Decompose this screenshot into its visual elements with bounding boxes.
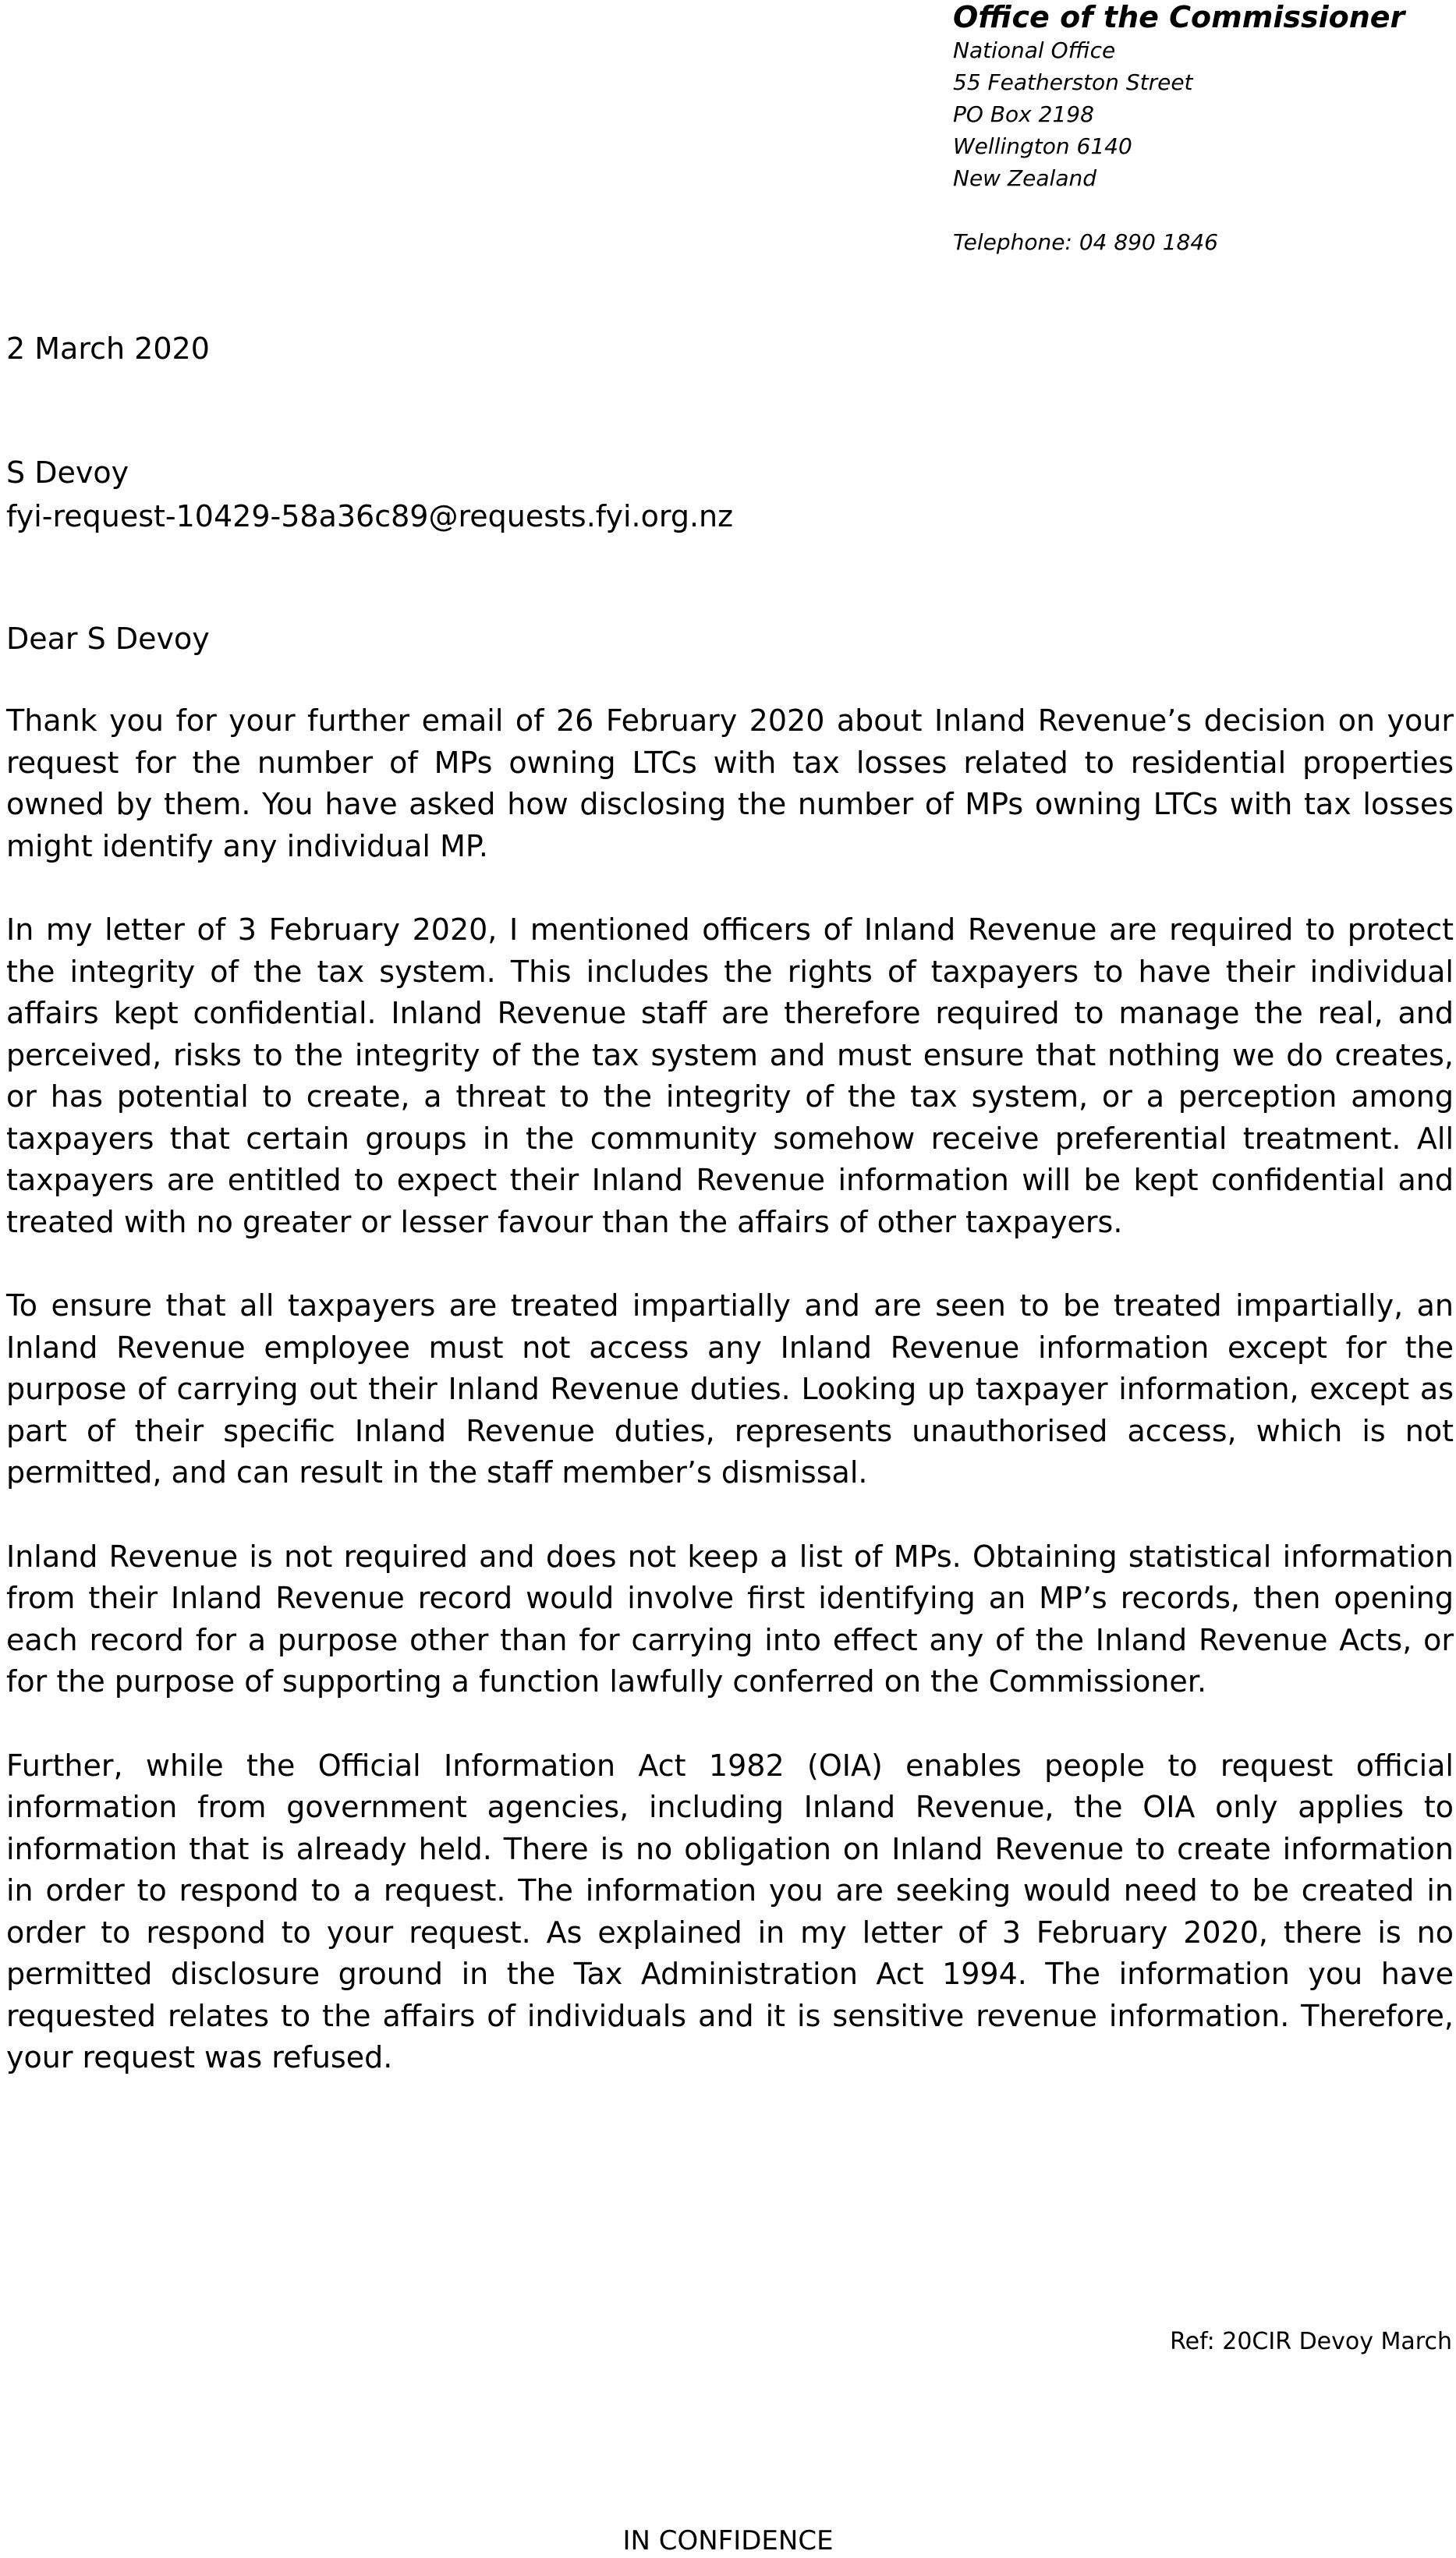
body-paragraph: To ensure that all taxpayers are treated impartially and are seen to be treated impartially, an Inland Revenue employee must not access any Inland Revenue information except for the purpose of carrying out their Inland Revenue duties. Looking up taxpayer information, except as part of their specific Inland Revenue duties, represents unauthorised access, which is not permitted, and can result in the staff member’s dismissal.: [6, 1288, 1454, 1490]
body-paragraph: Inland Revenue is not required and does not keep a list of MPs. Obtaining statistical information from their Inland Revenue record would involve first identifying an MP’s records, then opening each record for a purpose other than for carrying into effect any of the Inland Revenue Acts, or for the purpose of supporting a function lawfully conferred on the Commissioner.: [6, 1539, 1454, 1699]
address-line: New Zealand: [953, 165, 1096, 191]
salutation: Dear S Devoy: [6, 622, 210, 656]
body-paragraph: In my letter of 3 February 2020, I mentioned officers of Inland Revenue are required to protect the integrity of the tax system. This includes the rights of taxpayers to have their individual affairs kept confidential. Inland Revenue staff are therefore required to manage the real, and perceived, risks to the integrity of the tax system and must ensure that nothing we do creates, or has potential to create, a threat to the integrity of the tax system, or a perception among taxpayers that certain groups in the community somehow receive preferential treatment. All taxpayers are entitled to expect their Inland Revenue information will be kept confidential and treated with no greater or lesser favour than the affairs of other taxpayers.: [6, 912, 1454, 1239]
body-paragraph: Thank you for your further email of 26 February 2020 about Inland Revenue’s decision on your request for the number of MPs owning LTCs with tax losses related to residential properties owned by them. You have asked how disclosing the number of MPs owning LTCs with tax losses might identify any individual MP.: [6, 703, 1454, 863]
address-line: Wellington 6140: [953, 133, 1132, 159]
address-line: 55 Featherston Street: [953, 69, 1193, 95]
address-line: National Office: [953, 37, 1116, 63]
letter-body: [6, 700, 1454, 2121]
address-line: PO Box 2198: [953, 101, 1094, 127]
office-title: Office of the Commissioner: [953, 0, 1405, 34]
recipient-email: fyi-request-10429-58a36c89@requests.fyi.org.nz: [6, 499, 734, 533]
recipient-name: S Devoy: [6, 455, 129, 490]
body-paragraph: Further, while the Official Information Act 1982 (OIA) enables people to request official information from government agencies, including Inland Revenue, the OIA only applies to information that is already held. There is no obligation on Inland Revenue to create information in order to respond to a request. The information you are seeking would need to be created in order to respond to your request. As explained in my letter of 3 February 2020, there is no permitted disclosure ground in the Tax Administration Act 1994. The information you have requested relates to the affairs of individuals and it is sensitive revenue information. Therefore, your request was refused.: [6, 1748, 1454, 2074]
recipient-block: [6, 451, 733, 538]
confidentiality-marking: IN CONFIDENCE: [622, 2525, 834, 2556]
letterhead: [953, 0, 1452, 258]
reference-number: Ref: 20CIR Devoy March: [1170, 2328, 1452, 2355]
telephone: Telephone: 04 890 1846: [953, 229, 1218, 255]
letter-date: 2 March 2020: [6, 331, 210, 366]
